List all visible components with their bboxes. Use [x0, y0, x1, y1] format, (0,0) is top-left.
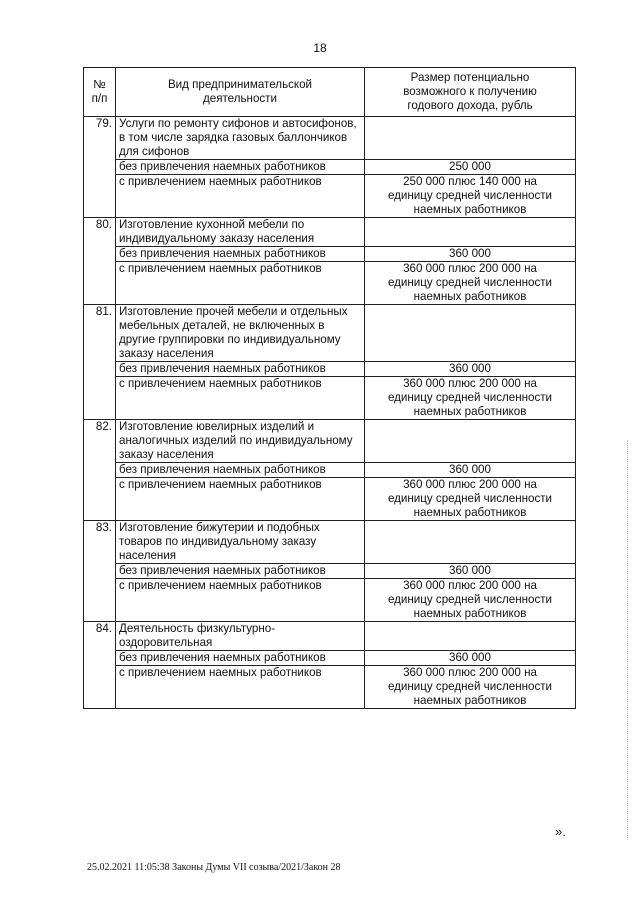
- table-row: [84, 305, 576, 362]
- table-row: [84, 463, 576, 478]
- without-employees-label: без привлечения наемных работников: [116, 362, 365, 377]
- with-employees-value: 360 000 плюс 200 000 на единицу средней численности наемных работников: [365, 579, 576, 622]
- table-header-row: [84, 68, 576, 117]
- without-employees-label: без привлечения наемных работников: [116, 564, 365, 579]
- table-row: [84, 651, 576, 666]
- activity-name: Деятельность физкультурно-оздоровительная: [116, 622, 365, 651]
- table-row: [84, 478, 576, 521]
- margin-strip: [627, 440, 631, 840]
- row-number: 84.: [84, 622, 116, 709]
- table-row: [84, 622, 576, 651]
- with-employees-label: с привлечением наемных работников: [116, 377, 365, 420]
- without-employees-label: без привлечения наемных работников: [116, 463, 365, 478]
- without-employees-label: без привлечения наемных работников: [116, 247, 365, 262]
- table-row: [84, 262, 576, 305]
- table-row: [84, 521, 576, 564]
- with-employees-label: с привлечением наемных работников: [116, 579, 365, 622]
- table-row: [84, 377, 576, 420]
- with-employees-value: 250 000 плюс 140 000 на единицу средней численности наемных работников: [365, 175, 576, 218]
- with-employees-value: 360 000 плюс 200 000 на единицу средней численности наемных работников: [365, 666, 576, 709]
- table-row: [84, 247, 576, 262]
- activity-name: Изготовление ювелирных изделий и аналогичных изделий по индивидуальному заказу населения: [116, 420, 365, 463]
- empty-cell: [365, 420, 576, 463]
- header-income: Размер потенциально возможного к получению годового дохода, рубль: [365, 68, 576, 117]
- row-number: 79.: [84, 117, 116, 218]
- activity-name: Изготовление прочей мебели и отдельных мебельных деталей, не включенных в другие группировки по индивидуальному заказу населения: [116, 305, 365, 362]
- table-row: [84, 420, 576, 463]
- footer-stamp: 25.02.2021 11:05:38 Законы Думы VII созыва/2021/Закон 28: [87, 862, 341, 873]
- income-table: [83, 67, 576, 709]
- row-number: 81.: [84, 305, 116, 420]
- with-employees-label: с привлечением наемных работников: [116, 666, 365, 709]
- empty-cell: [365, 622, 576, 651]
- table-row: [84, 362, 576, 377]
- empty-cell: [365, 521, 576, 564]
- without-employees-value: 360 000: [365, 651, 576, 666]
- empty-cell: [365, 117, 576, 160]
- activity-name: Услуги по ремонту сифонов и автосифонов, в том числе зарядка газовых баллончиков для сифонов: [116, 117, 365, 160]
- header-num: № п/п: [84, 68, 116, 117]
- with-employees-label: с привлечением наемных работников: [116, 175, 365, 218]
- empty-cell: [365, 305, 576, 362]
- table-row: [84, 175, 576, 218]
- header-activity: Вид предпринимательской деятельности: [116, 68, 365, 117]
- table-row: [84, 117, 576, 160]
- closing-quote: ».: [555, 824, 566, 839]
- with-employees-label: с привлечением наемных работников: [116, 478, 365, 521]
- without-employees-value: 360 000: [365, 247, 576, 262]
- with-employees-value: 360 000 плюс 200 000 на единицу средней численности наемных работников: [365, 262, 576, 305]
- activity-name: Изготовление бижутерии и подобных товаров по индивидуальному заказу населения: [116, 521, 365, 564]
- without-employees-value: 360 000: [365, 463, 576, 478]
- with-employees-value: 360 000 плюс 200 000 на единицу средней численности наемных работников: [365, 377, 576, 420]
- table-row: [84, 564, 576, 579]
- empty-cell: [365, 218, 576, 247]
- row-number: 83.: [84, 521, 116, 622]
- table-row: [84, 160, 576, 175]
- without-employees-value: 360 000: [365, 362, 576, 377]
- without-employees-value: 250 000: [365, 160, 576, 175]
- page-number: 18: [313, 41, 327, 55]
- with-employees-label: с привлечением наемных работников: [116, 262, 365, 305]
- activity-name: Изготовление кухонной мебели по индивидуальному заказу населения: [116, 218, 365, 247]
- without-employees-label: без привлечения наемных работников: [116, 160, 365, 175]
- row-number: 82.: [84, 420, 116, 521]
- with-employees-value: 360 000 плюс 200 000 на единицу средней численности наемных работников: [365, 478, 576, 521]
- without-employees-value: 360 000: [365, 564, 576, 579]
- table-row: [84, 579, 576, 622]
- row-number: 80.: [84, 218, 116, 305]
- table-row: [84, 666, 576, 709]
- without-employees-label: без привлечения наемных работников: [116, 651, 365, 666]
- table-row: [84, 218, 576, 247]
